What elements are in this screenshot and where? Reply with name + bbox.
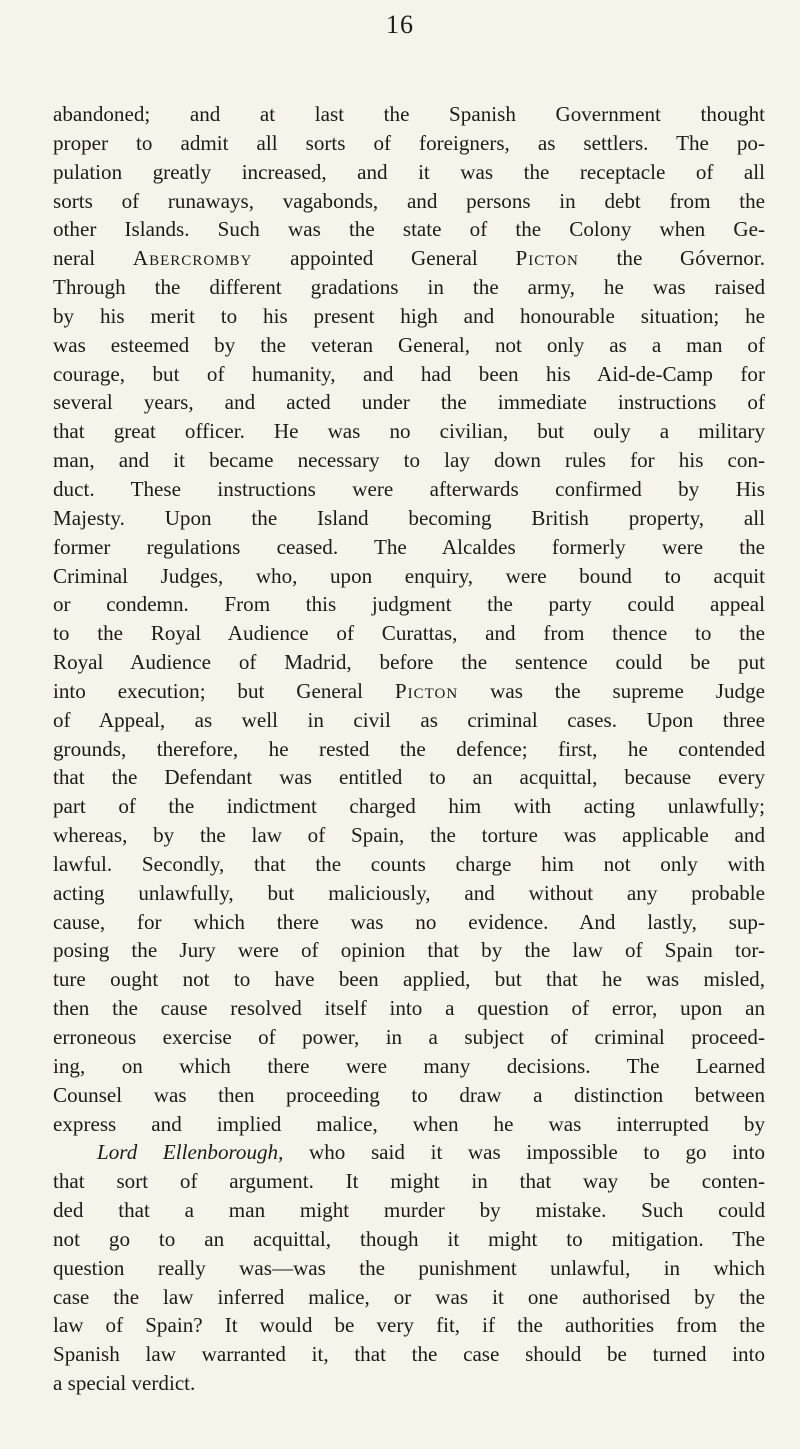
text-line: Spanish law warranted it, that the case should be turned into <box>53 1342 765 1367</box>
text-line: of Appeal, as well in civil as criminal cases. Upon three <box>53 707 765 732</box>
text-fragment: appointed General <box>252 246 516 271</box>
text-line: courage, but of humanity, and had been his Aid-de-Camp for <box>53 361 765 386</box>
text-line <box>53 1138 765 1167</box>
text-line: duct. These instructions were afterwards confirmed by His <box>53 476 765 501</box>
text-line: ing, on which there were many decisions. The Learned <box>53 1053 765 1078</box>
text-line: proper to admit all sorts of foreigners, as settlers. The po- <box>53 130 765 155</box>
text-line: several years, and acted under the immediate instructions of <box>53 390 765 415</box>
text-fragment: neral <box>53 246 133 271</box>
text-line <box>53 677 765 706</box>
text-line: Through the different gradations in the army, he was raised <box>53 275 765 300</box>
text-line: was esteemed by the veteran General, not only as a man of <box>53 332 765 357</box>
text-line: pulation greatly increased, and it was the receptacle of all <box>53 159 765 184</box>
text-line: cause, for which there was no evidence. And lastly, sup- <box>53 909 765 934</box>
person-name-abercromby: Abercromby <box>132 246 253 271</box>
text-line: man, and it became necessary to lay down rules for his con- <box>53 448 765 473</box>
text-line <box>53 244 765 273</box>
text-line: sorts of runaways, vagabonds, and persons in debt from the <box>53 188 765 213</box>
text-line: that great officer. He was no civilian, but ouly a military <box>53 419 765 444</box>
text-fragment: the Góvernor. <box>578 246 765 271</box>
text-line: to the Royal Audience of Curattas, and from thence to the <box>53 621 765 646</box>
text-line: other Islands. Such was the state of the Colony when Ge- <box>53 217 765 242</box>
text-line: a special verdict. <box>53 1371 196 1396</box>
person-name-picton: Picton <box>394 678 459 703</box>
text-line: express and implied malice, when he was interrupted by <box>53 1111 765 1136</box>
text-line: case the law inferred malice, or was it one authorised by the <box>53 1284 765 1309</box>
text-line: then the cause resolved itself into a question of error, upon an <box>53 996 765 1021</box>
body-text <box>53 100 765 1398</box>
text-line: law of Spain? It would be very fit, if the authorities from the <box>53 1313 765 1338</box>
person-name-ellenborough: Lord Ellenborough <box>97 1140 279 1165</box>
text-line: that sort of argument. It might in that way be conten- <box>53 1169 765 1194</box>
text-line: acting unlawfully, but maliciously, and without any probable <box>53 880 765 905</box>
text-line: question really was—was the punishment unlawful, in which <box>53 1255 765 1280</box>
text-line: Majesty. Upon the Island becoming British property, all <box>53 505 765 530</box>
text-line: not go to an acquittal, though it might to mitigation. The <box>53 1226 765 1251</box>
text-line: ded that a man might murder by mistake. Such could <box>53 1198 765 1223</box>
person-name-picton: Picton <box>515 246 579 271</box>
text-line: posing the Jury were of opinion that by the law of Spain tor- <box>53 938 765 963</box>
text-line: Counsel was then proceeding to draw a distinction between <box>53 1082 765 1107</box>
text-fragment: , who said it was impossible to go into <box>278 1140 765 1165</box>
page-number: 16 <box>386 10 414 39</box>
text-line: former regulations ceased. The Alcaldes formerly were the <box>53 534 765 559</box>
text-line: by his merit to his present high and honourable situation; he <box>53 303 765 328</box>
text-line: abandoned; and at last the Spanish Government thought <box>53 102 765 126</box>
text-line: Royal Audience of Madrid, before the sentence could be put <box>53 650 765 675</box>
text-fragment: into execution; but General <box>53 678 395 703</box>
text-line: erroneous exercise of power, in a subject of criminal proceed- <box>53 1025 765 1049</box>
text-line: ture ought not to have been applied, but that he was misled, <box>53 967 765 992</box>
text-line: whereas, by the law of Spain, the torture was applicable and <box>53 823 765 848</box>
text-line: grounds, therefore, he rested the defence; first, he contended <box>53 736 765 761</box>
text-line: or condemn. From this judgment the party could appeal <box>53 592 765 617</box>
text-line: part of the indictment charged him with acting unlawfully; <box>53 794 765 819</box>
text-line: that the Defendant was entitled to an acquittal, because every <box>53 765 765 790</box>
text-line: lawful. Secondly, that the counts charge him not only with <box>53 851 765 876</box>
text-line: Criminal Judges, who, upon enquiry, were bound to acquit <box>53 563 765 588</box>
text-fragment: was the supreme Judge <box>458 678 765 703</box>
